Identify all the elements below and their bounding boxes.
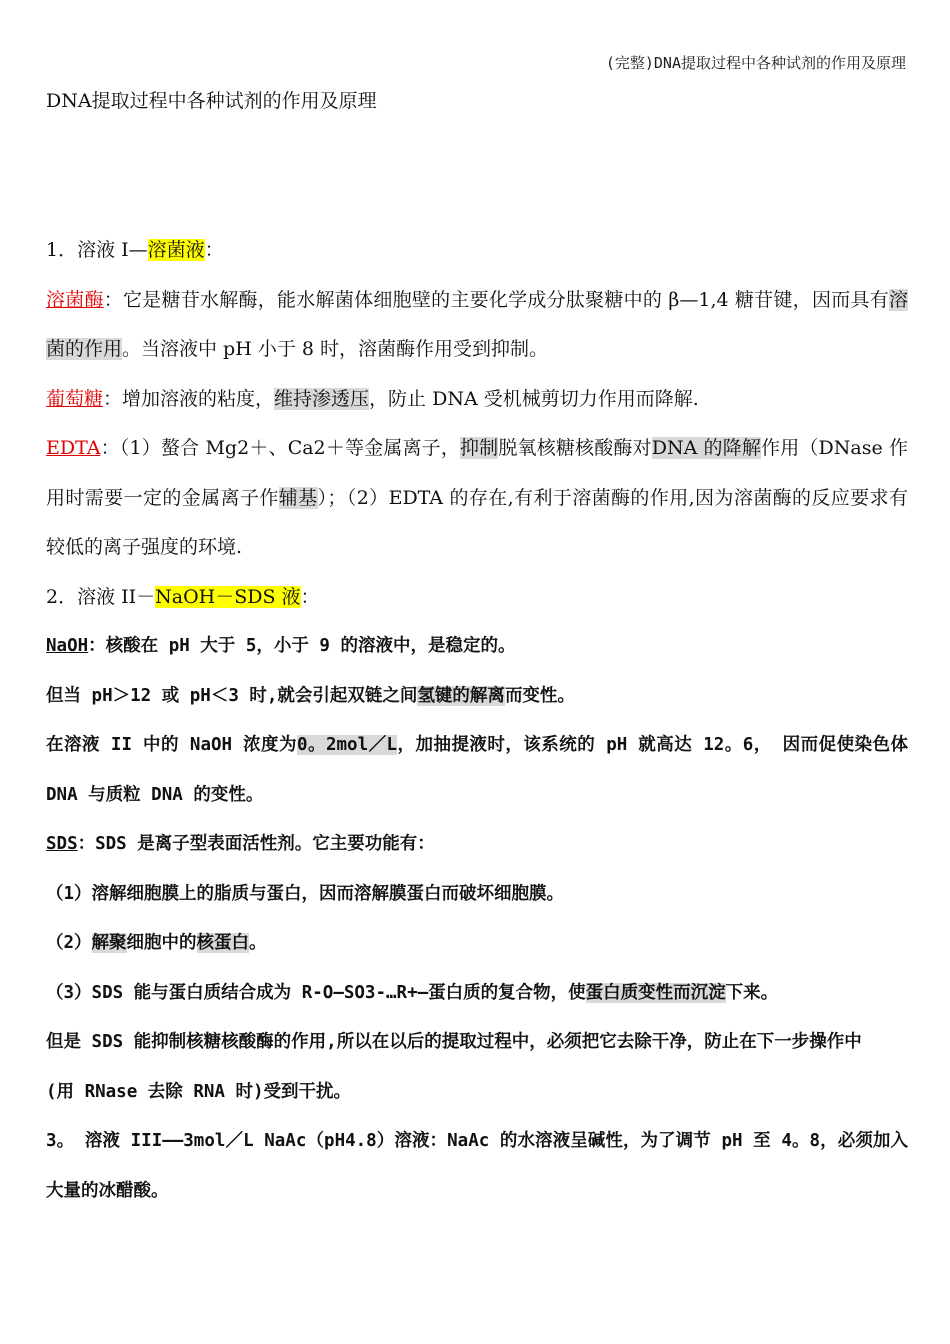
edta-paragraph <box>46 424 908 573</box>
heading-colon: ： <box>300 585 320 608</box>
highlight-phrase: 抑制 <box>460 437 499 459</box>
highlight-phrase: 蛋白质变性而沉淀 <box>585 982 726 1003</box>
section-2-heading <box>46 573 908 623</box>
highlight-phrase: DNA 的降解 <box>651 437 762 459</box>
text-run: （2） <box>46 933 92 953</box>
text-run: ：（1）螯合 Mg2＋、Ca2＋等金属离子， <box>100 437 461 459</box>
sds-function-3 <box>46 969 908 1019</box>
sds-warning-paragraph: 但是 SDS 能抑制核糖核酸酶的作用,所以在以后的提取过程中，必须把它去除干净，防止在下一步操作中 <box>46 1032 862 1052</box>
glucose-paragraph <box>46 375 908 425</box>
document-body <box>46 226 908 1216</box>
text-run: 脱氧核糖核酸酶对 <box>498 437 652 459</box>
sds-function-2 <box>46 919 908 969</box>
section-3-paragraph: 3。 溶液 III——3mol／L NaAc（pH4.8）溶液：NaAc 的水溶液呈碱性，为了调节 pH 至 4。8，必须加入大量的冰醋酸。 <box>46 1131 908 1201</box>
text-run: ：SDS 是离子型表面活性剂。它主要功能有： <box>77 834 435 854</box>
document-title: DNA提取过程中各种试剂的作用及原理 <box>46 90 377 112</box>
sds-function-1: （1）溶解细胞膜上的脂质与蛋白，因而溶解膜蛋白而破坏细胞膜。 <box>46 883 565 904</box>
running-header: (完整)DNA提取过程中各种试剂的作用及原理 <box>605 54 906 72</box>
highlight-phrase: 解聚 <box>91 933 127 953</box>
text-run: 细胞中的 <box>126 933 197 953</box>
text-run: ，防止 DNA 受机械剪切力作用而降解. <box>369 387 699 410</box>
text-run: 而变性。 <box>504 685 575 706</box>
highlight-phrase: 核蛋白 <box>196 933 250 953</box>
text-run: ：它是糖苷水解酶，能水解菌体细胞壁的主要化学成分肽聚糖中的 β—1,4 糖苷键，因而具有 <box>103 288 889 311</box>
text-run: 但当 pH＞12 或 pH＜3 时,就会引起双链之间 <box>46 685 418 706</box>
term-glucose: 葡萄糖 <box>46 387 104 410</box>
text-run: ：核酸在 pH 大于 5，小于 9 的溶液中，是稳定的。 <box>88 636 516 656</box>
term-naoh: NaOH <box>46 636 89 656</box>
text-run: （3）SDS 能与蛋白质结合成为 R-O—SO3-…R+—蛋白质的复合物，使 <box>46 982 586 1003</box>
term-sds: SDS <box>46 834 78 854</box>
highlight-phrase: 辅基 <box>278 486 318 509</box>
text-run: ，加抽提液时，该系统的 pH 就高达 12。6， 因而促使染色体 DNA 与质粒 DNA 的变性。 <box>46 735 908 805</box>
term-edta: EDTA <box>46 437 101 459</box>
naoh-paragraph <box>46 622 908 672</box>
ph-paragraph <box>46 672 908 722</box>
sds-paragraph <box>46 820 908 870</box>
highlight-phrase: 维持渗透压 <box>274 387 370 410</box>
text-run: 在溶液 II 中的 NaOH 浓度为 <box>46 735 297 755</box>
term-lysozyme: 溶菌酶 <box>46 288 104 311</box>
text-run: ：增加溶液的粘度， <box>103 387 275 410</box>
highlight-phrase: 0。2mol／L <box>296 735 398 755</box>
text-run: 。当溶液中 pH 小于 8 时，溶菌酶作用受到抑制。 <box>122 338 548 360</box>
heading-colon: ： <box>204 239 224 261</box>
section-1-heading <box>46 226 908 276</box>
highlight-term: NaOH－SDS 液 <box>155 585 301 608</box>
lysozyme-paragraph <box>46 276 908 375</box>
highlight-phrase: 氢键的解离 <box>417 685 505 706</box>
highlight-phrase: 溶菌的作用 <box>46 288 908 360</box>
text-run: 下来。 <box>725 982 779 1003</box>
concentration-paragraph <box>46 721 908 820</box>
text-run: 。 <box>249 933 267 953</box>
highlight-term: 溶菌液 <box>147 239 205 261</box>
heading-text: 1．溶液 I— <box>46 239 148 261</box>
text-run: ）；（2）EDTA 的存在,有利于溶菌酶的作用,因为溶菌酶的反应要求有较低的离子强度的环境. <box>46 486 908 558</box>
text-run: 作用（DNase 作用时需要一定的金属离子作 <box>46 437 908 509</box>
heading-text: 2．溶液 II－ <box>46 585 156 608</box>
rnase-paragraph: (用 RNase 去除 RNA 时)受到干扰。 <box>46 1081 352 1102</box>
